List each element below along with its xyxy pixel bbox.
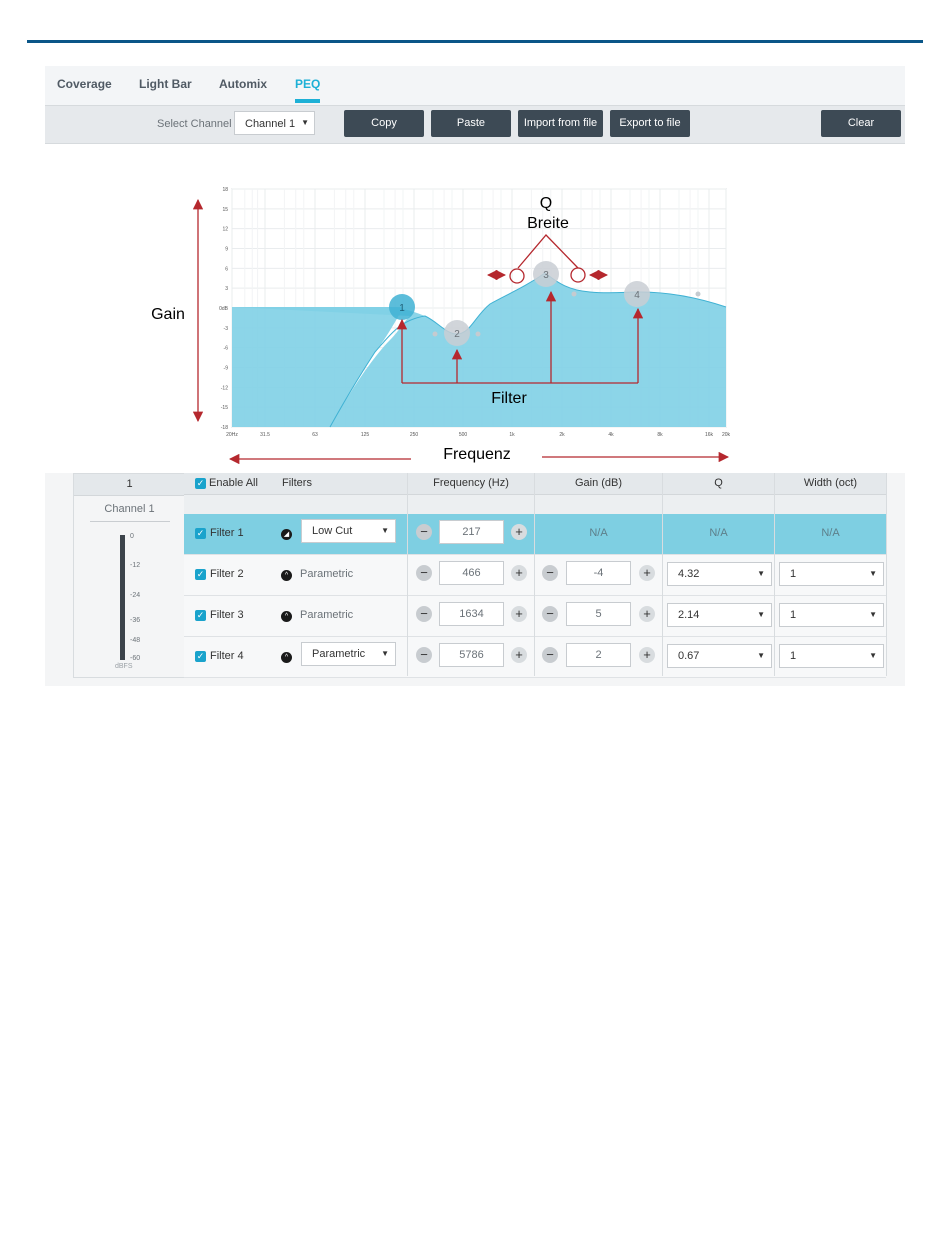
y-tick-label: 18 [222, 187, 228, 193]
import-button[interactable]: Import from file [518, 110, 603, 137]
x-tick-label: 250 [409, 432, 419, 438]
clear-button[interactable]: Clear [821, 110, 901, 137]
y-tick-label: 9 [225, 246, 228, 253]
eq-node-2-label: 2 [454, 329, 460, 340]
filter-type-value: Parametric [312, 648, 366, 660]
low-cut-icon: ◢ [281, 529, 292, 540]
meter-label: -12 [130, 562, 141, 569]
parametric-icon: ^ [281, 611, 292, 622]
x-tick-label: 63 [312, 432, 318, 438]
filter-enable-checkbox[interactable]: ✓ [196, 651, 205, 661]
frequency-decrement-button[interactable]: − [416, 524, 432, 540]
column-divider [774, 473, 775, 676]
chevron-down-icon: ▼ [757, 569, 765, 578]
x-tick-label: 31.5 [260, 432, 270, 438]
enable-all-label: Enable All [209, 477, 258, 489]
chevron-down-icon: ▼ [869, 651, 877, 660]
gain-increment-button[interactable]: + [639, 606, 655, 622]
meter-label: -60 [130, 655, 141, 662]
frequency-increment-button[interactable]: + [511, 606, 527, 622]
y-tick-label: 3 [225, 286, 228, 293]
chevron-down-icon: ▼ [381, 649, 389, 658]
frequency-input[interactable]: 466 [439, 561, 504, 585]
chevron-down-icon: ▼ [301, 118, 309, 127]
frequency-column-header: Frequency (Hz) [408, 473, 534, 495]
width-value: 1 [790, 650, 797, 662]
tab-coverage[interactable]: Coverage [57, 77, 112, 91]
filter-table [45, 473, 905, 686]
eq-node-2-q-handle-left[interactable] [433, 332, 438, 337]
width-dropdown[interactable] [779, 562, 884, 586]
y-tick-label: -12 [220, 385, 228, 392]
table-row[interactable] [184, 514, 886, 555]
table-spacer [184, 495, 886, 514]
gain-input[interactable]: 2 [566, 643, 631, 667]
parametric-icon: ^ [281, 652, 292, 663]
x-tick-label: 2k [559, 432, 565, 438]
y-tick-label: 0dB [219, 306, 228, 312]
q-value: 2.14 [678, 609, 700, 621]
column-divider [534, 473, 535, 676]
y-tick-label: 12 [222, 226, 228, 233]
select-channel-label: Select Channel [157, 118, 232, 130]
enable-all-checkbox[interactable]: ✓ [196, 478, 205, 488]
chevron-down-icon: ▼ [757, 651, 765, 660]
meter-unit: dBFS [115, 663, 133, 670]
filter-enable-checkbox[interactable]: ✓ [196, 569, 205, 579]
q-dropdown[interactable] [667, 644, 772, 668]
meter-label: -24 [130, 592, 141, 599]
breite-annotation: Breite [527, 215, 569, 232]
frequency-input[interactable]: 1634 [439, 602, 504, 626]
filter-annotation: Filter [491, 390, 527, 407]
chevron-down-icon: ▼ [869, 569, 877, 578]
x-tick-label: 4k [608, 432, 614, 438]
filter-name: Filter 1 [210, 527, 244, 539]
frequency-input[interactable]: 217 [439, 520, 504, 544]
gain-increment-button[interactable]: + [639, 647, 655, 663]
filter-name: Filter 3 [210, 609, 244, 621]
eq-node-1-label: 1 [399, 303, 405, 314]
x-tick-label: 16k [704, 432, 714, 438]
eq-node-4-label: 4 [634, 290, 640, 301]
channel-meter-pane [73, 473, 186, 678]
frequency-decrement-button[interactable]: − [416, 606, 432, 622]
channel-select-value: Channel 1 [245, 118, 296, 130]
tab-bar [45, 66, 905, 105]
q-value: 0.67 [678, 650, 700, 662]
chevron-down-icon: ▼ [869, 610, 877, 619]
tab-automix[interactable]: Automix [219, 77, 267, 91]
toolbar [45, 105, 905, 144]
width-value: 1 [790, 609, 797, 621]
paste-button[interactable]: Paste [431, 110, 511, 137]
channel-header: 1 [74, 474, 185, 496]
chevron-down-icon: ▼ [381, 526, 389, 535]
column-divider [407, 473, 408, 676]
q-column-header: Q [663, 473, 774, 495]
gain-decrement-button[interactable]: − [542, 647, 558, 663]
eq-node-4-q-handle[interactable] [696, 292, 701, 297]
tab-light-bar[interactable]: Light Bar [139, 77, 192, 91]
x-tick-label: 20Hz [226, 432, 238, 438]
filter-enable-checkbox[interactable]: ✓ [196, 528, 205, 538]
filter-type-text: Parametric [300, 568, 354, 580]
parametric-icon: ^ [281, 570, 292, 581]
x-tick-label: 500 [458, 432, 468, 438]
y-tick-label: -9 [223, 365, 228, 372]
copy-button[interactable]: Copy [344, 110, 424, 137]
y-tick-label: -6 [223, 345, 228, 352]
filters-column-header: Filters [282, 477, 312, 489]
y-tick-label: -15 [220, 405, 228, 412]
frequency-decrement-button[interactable]: − [416, 647, 432, 663]
meter-label: -48 [130, 637, 141, 644]
channel-name: Channel 1 [104, 503, 155, 515]
table-row[interactable] [184, 637, 886, 678]
gain-value: N/A [589, 527, 608, 539]
gain-input[interactable]: -4 [566, 561, 631, 585]
gain-annotation: Gain [151, 306, 185, 323]
width-value: 1 [790, 568, 797, 580]
divider [90, 521, 170, 522]
x-tick-label: 125 [360, 432, 370, 438]
export-button[interactable]: Export to file [610, 110, 690, 137]
frequency-input[interactable]: 5786 [439, 643, 504, 667]
eq-node-2-q-handle-right[interactable] [476, 332, 481, 337]
meter-label: -36 [130, 617, 141, 624]
q-annotation: Q [539, 195, 553, 212]
width-column-header: Width (oct) [775, 473, 886, 495]
q-value: N/A [709, 527, 728, 539]
active-tab-indicator [295, 99, 320, 103]
filter-type-dropdown[interactable] [301, 519, 396, 543]
q-value: 4.32 [678, 568, 700, 580]
filter-name: Filter 4 [210, 650, 244, 662]
frequency-increment-button[interactable]: + [511, 647, 527, 663]
chevron-down-icon: ▼ [757, 610, 765, 619]
table-row[interactable] [184, 555, 886, 596]
gain-decrement-button[interactable]: − [542, 606, 558, 622]
y-tick-label: 15 [222, 206, 228, 213]
header-rule [27, 40, 923, 43]
frequenz-annotation: Frequenz [443, 446, 511, 463]
channel-select[interactable] [234, 111, 315, 135]
meter-label: 0 [130, 533, 134, 540]
filter-type-value: Low Cut [312, 525, 353, 537]
y-tick-label: 6 [225, 266, 228, 273]
eq-chart[interactable] [0, 150, 950, 470]
x-axis-ticks [226, 432, 730, 438]
frequency-increment-button[interactable]: + [511, 565, 527, 581]
frequency-increment-button[interactable]: + [511, 524, 527, 540]
level-meter [120, 535, 125, 660]
eq-node-3-q-handle[interactable] [572, 292, 577, 297]
frequency-decrement-button[interactable]: − [416, 565, 432, 581]
gain-increment-button[interactable]: + [639, 565, 655, 581]
gain-column-header: Gain (dB) [535, 473, 662, 495]
filter-type-dropdown[interactable] [301, 642, 396, 666]
x-tick-label: 1k [509, 432, 515, 438]
width-dropdown[interactable] [779, 603, 884, 627]
filter-enable-checkbox[interactable]: ✓ [196, 610, 205, 620]
table-row[interactable] [184, 596, 886, 637]
column-divider [886, 473, 887, 676]
y-axis-ticks [219, 187, 229, 431]
filter-type-text: Parametric [300, 609, 354, 621]
width-value: N/A [821, 527, 840, 539]
column-divider [662, 473, 663, 676]
width-dropdown[interactable] [779, 644, 884, 668]
filter-name: Filter 2 [210, 568, 244, 580]
filters-header [184, 473, 407, 495]
q-dropdown[interactable] [667, 603, 772, 627]
y-tick-label: -18 [220, 425, 228, 431]
y-tick-label: -3 [223, 325, 228, 332]
tab-peq[interactable]: PEQ [295, 77, 321, 91]
x-tick-label: 8k [657, 432, 663, 438]
x-tick-label: 20k [721, 432, 731, 438]
gain-decrement-button[interactable]: − [542, 565, 558, 581]
eq-node-3-label: 3 [543, 270, 549, 281]
q-dropdown[interactable] [667, 562, 772, 586]
gain-input[interactable]: 5 [566, 602, 631, 626]
